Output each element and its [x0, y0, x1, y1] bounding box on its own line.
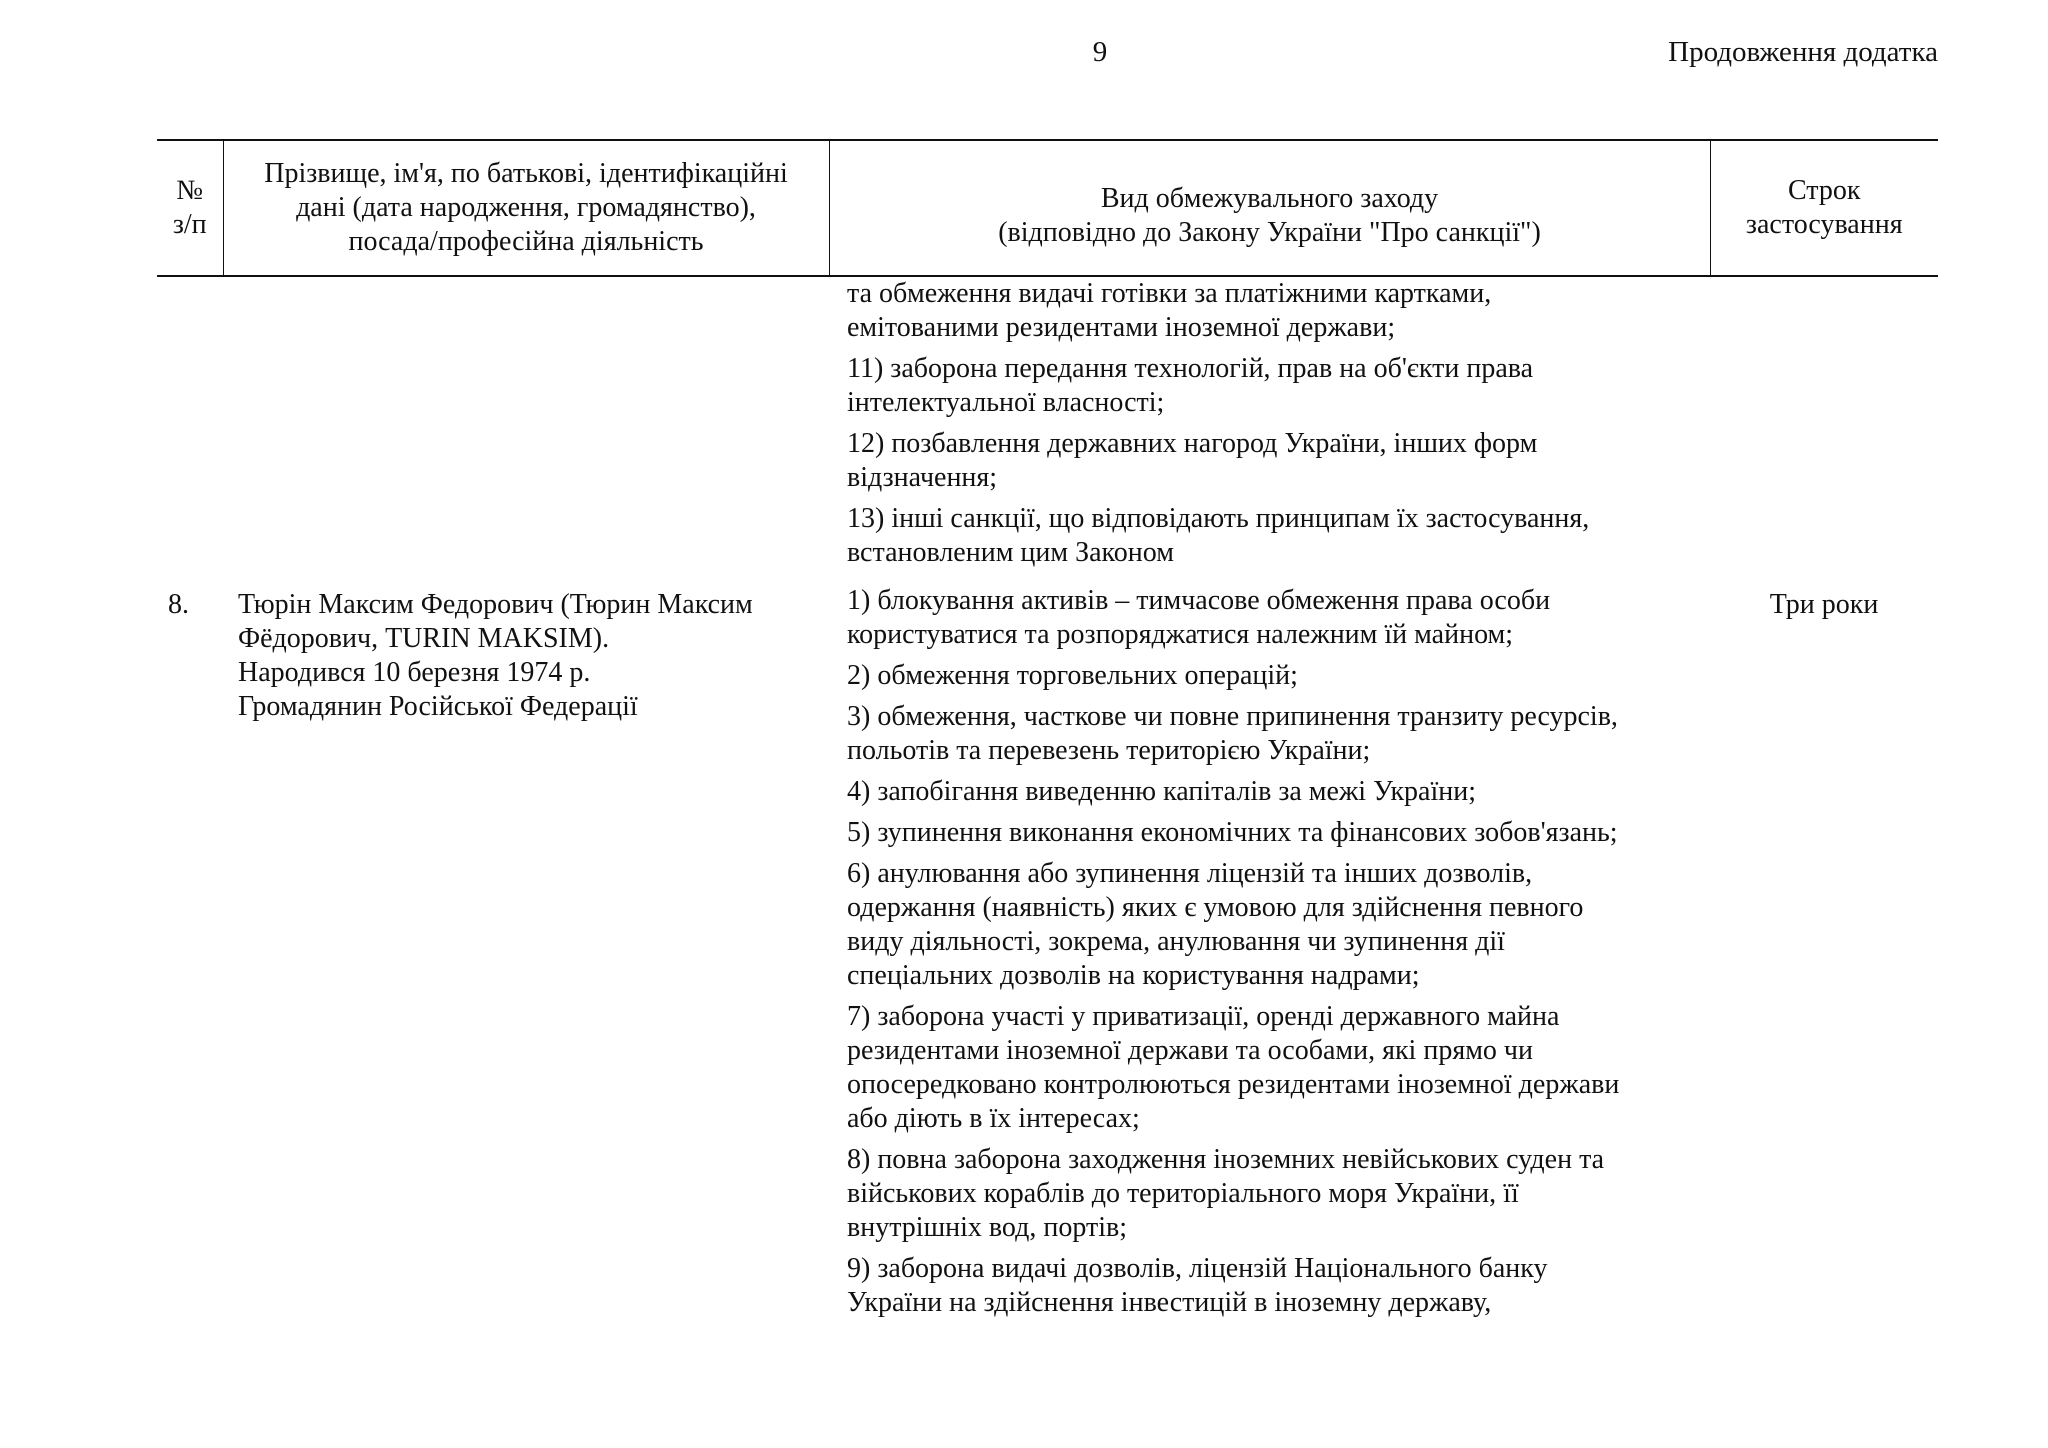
continued-person-cell — [223, 276, 829, 570]
page-number: 9 — [1092, 36, 1108, 68]
continued-num-cell — [157, 276, 223, 570]
measure-item: 13) інші санкції, що відповідають принципам їх застосування, встановленим цим Законом — [847, 503, 1590, 568]
measure-item: 1) блокування активів – тимчасове обмеження права особи користуватися та розпоряджатися належним їй майном; — [847, 585, 1551, 650]
table-row — [157, 570, 1938, 1320]
person-birth-date: Народився 10 березня 1974 р. — [238, 657, 591, 688]
person-citizenship: Громадянин Російської Федерації — [238, 691, 638, 722]
measure-item: 9) заборона видачі дозволів, ліцензій Національного банку України на здійснення інвестицій в іноземну державу, — [847, 1253, 1548, 1318]
table-header-row — [157, 140, 1938, 276]
entry-measures — [829, 570, 1710, 1320]
measure-item: 5) зупинення виконання економічних та фінансових зобов'язань; — [847, 817, 1618, 848]
continuation-label: Продовження додатка — [1668, 36, 1938, 68]
measure-item: 12) позбавлення державних нагород України, інших форм відзначення; — [847, 428, 1538, 493]
sanctions-table — [157, 139, 1938, 1320]
measure-item: 3) обмеження, часткове чи повне припинення транзиту ресурсів, польотів та перевезень територією України; — [847, 701, 1618, 766]
entry-number: 8. — [168, 589, 189, 620]
measure-item: 6) анулювання або зупинення ліцензій та інших дозволів, одержання (наявність) яких є умовою для здійснення певного виду діяльності, зокрема, анулювання чи зупинення дії спеціальних дозволів на користування надрами; — [847, 858, 1584, 991]
column-header-person: Прізвище, ім'я, по батькові, ідентифікаційні дані (дата народження, громадянство), посада/професійна діяльність — [223, 140, 829, 276]
column-header-measure: Вид обмежувального заходу (відповідно до Закону України "Про санкції") — [829, 140, 1710, 276]
continued-measures-cell — [829, 276, 1710, 570]
person-name-alt-line: Фёдорович, TURIN MAKSIM). — [238, 623, 610, 654]
column-header-term: Строк застосування — [1710, 140, 1938, 276]
continued-row — [157, 276, 1938, 570]
entry-term: Три роки — [1769, 589, 1879, 620]
continued-term-cell — [1710, 276, 1938, 570]
measure-item: 11) заборона передання технологій, прав на об'єкти права інтелектуальної власності; — [847, 353, 1534, 418]
entry-person — [223, 570, 829, 1320]
measure-item: 8) повна заборона заходження іноземних невійськових суден та військових кораблів до територіального моря України, її внутрішніх вод, портів; — [847, 1144, 1605, 1243]
person-name-line: Тюрін Максим Федорович (Тюрин Максим — [238, 589, 753, 620]
measure-item: та обмеження видачі готівки за платіжними картками, емітованими резидентами іноземної держави; — [847, 278, 1492, 343]
measure-item: 7) заборона участі у приватизації, оренді державного майна резидентами іноземної держави та особами, які прямо чи опосередковано контролюються резидентами іноземної держави або діють в їх інтересах; — [847, 1001, 1620, 1134]
column-header-number: № з/п — [157, 140, 223, 276]
measure-item: 2) обмеження торговельних операцій; — [847, 660, 1298, 691]
measure-item: 4) запобігання виведенню капіталів за межі України; — [847, 776, 1477, 807]
